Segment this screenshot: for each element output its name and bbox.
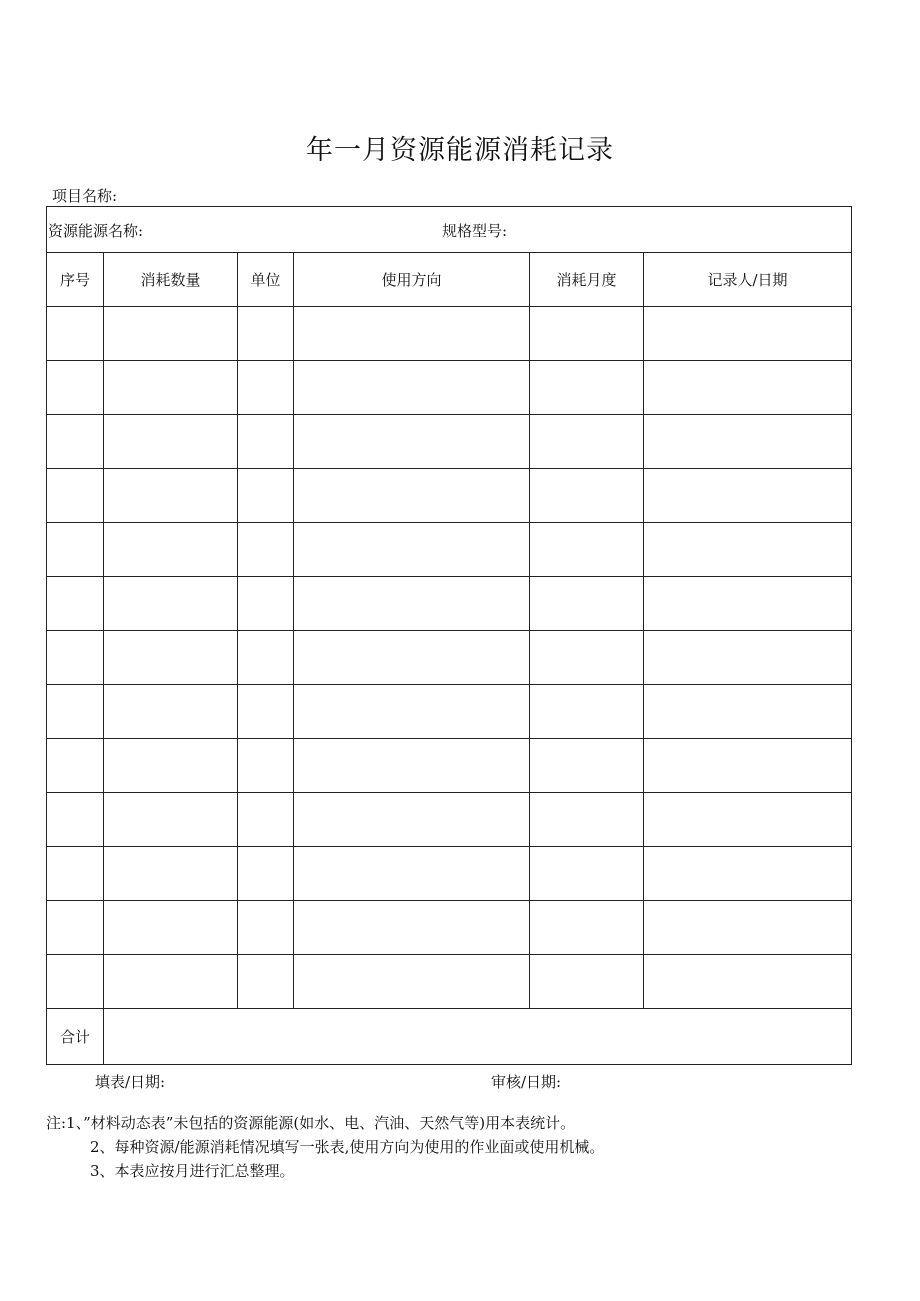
cell-quantity[interactable] (104, 739, 238, 793)
note-1: 注:1、”材料动态表”未包括的资源能源(如水、电、汽油、天然气等)用本表统计。 (46, 1114, 576, 1132)
cell-usage[interactable] (294, 685, 530, 739)
table-row (47, 739, 852, 793)
project-name-label: 项目名称: (52, 187, 118, 205)
cell-index[interactable] (47, 523, 104, 577)
cell-quantity[interactable] (104, 847, 238, 901)
spec-model-label: 规格型号: (442, 222, 508, 240)
review-date-label: 审核/日期: (491, 1073, 562, 1091)
cell-usage[interactable] (294, 631, 530, 685)
table-row (47, 523, 852, 577)
table-row (47, 793, 852, 847)
fill-date-label: 填表/日期: (95, 1073, 166, 1091)
cell-usage[interactable] (294, 955, 530, 1009)
cell-index[interactable] (47, 361, 104, 415)
cell-recorder-date[interactable] (644, 955, 852, 1009)
cell-month[interactable] (530, 739, 644, 793)
cell-quantity[interactable] (104, 577, 238, 631)
cell-recorder-date[interactable] (644, 577, 852, 631)
cell-month[interactable] (530, 901, 644, 955)
cell-usage[interactable] (294, 361, 530, 415)
table-row (47, 415, 852, 469)
col-header-index: 序号 (47, 253, 104, 307)
cell-usage[interactable] (294, 523, 530, 577)
cell-index[interactable] (47, 577, 104, 631)
cell-index[interactable] (47, 307, 104, 361)
cell-month[interactable] (530, 577, 644, 631)
cell-usage[interactable] (294, 847, 530, 901)
cell-unit[interactable] (238, 901, 294, 955)
cell-unit[interactable] (238, 793, 294, 847)
cell-index[interactable] (47, 631, 104, 685)
cell-month[interactable] (530, 415, 644, 469)
table-row (47, 631, 852, 685)
total-row (47, 1009, 852, 1065)
cell-index[interactable] (47, 685, 104, 739)
cell-index[interactable] (47, 847, 104, 901)
cell-unit[interactable] (238, 739, 294, 793)
resource-name-label: 资源能源名称: (48, 222, 144, 240)
cell-unit[interactable] (238, 577, 294, 631)
cell-unit[interactable] (238, 307, 294, 361)
cell-index[interactable] (47, 955, 104, 1009)
cell-month[interactable] (530, 793, 644, 847)
cell-usage[interactable] (294, 577, 530, 631)
consumption-table (46, 206, 852, 1065)
col-header-unit: 单位 (238, 253, 294, 307)
cell-unit[interactable] (238, 955, 294, 1009)
col-header-recorder-date: 记录人/日期 (644, 253, 852, 307)
cell-unit[interactable] (238, 523, 294, 577)
cell-usage[interactable] (294, 793, 530, 847)
cell-index[interactable] (47, 739, 104, 793)
cell-index[interactable] (47, 469, 104, 523)
cell-quantity[interactable] (104, 631, 238, 685)
cell-usage[interactable] (294, 469, 530, 523)
cell-usage[interactable] (294, 307, 530, 361)
form-title: 年一月资源能源消耗记录 (306, 135, 614, 166)
table-row (47, 307, 852, 361)
cell-unit[interactable] (238, 361, 294, 415)
table-row (47, 955, 852, 1009)
cell-usage[interactable] (294, 415, 530, 469)
cell-recorder-date[interactable] (644, 739, 852, 793)
notes (46, 1111, 604, 1183)
cell-usage[interactable] (294, 739, 530, 793)
note-3: 3、本表应按月进行汇总整理。 (90, 1162, 295, 1180)
cell-month[interactable] (530, 685, 644, 739)
cell-recorder-date[interactable] (644, 685, 852, 739)
cell-month[interactable] (530, 523, 644, 577)
col-header-quantity: 消耗数量 (104, 253, 238, 307)
cell-unit[interactable] (238, 631, 294, 685)
cell-recorder-date[interactable] (644, 469, 852, 523)
cell-quantity[interactable] (104, 685, 238, 739)
cell-recorder-date[interactable] (644, 415, 852, 469)
cell-month[interactable] (530, 469, 644, 523)
cell-quantity[interactable] (104, 793, 238, 847)
cell-quantity[interactable] (104, 523, 238, 577)
cell-quantity[interactable] (104, 307, 238, 361)
cell-index[interactable] (47, 901, 104, 955)
table-row (47, 901, 852, 955)
cell-recorder-date[interactable] (644, 631, 852, 685)
meta-row (47, 207, 852, 253)
col-header-month: 消耗月度 (530, 253, 644, 307)
cell-quantity[interactable] (104, 469, 238, 523)
cell-month[interactable] (530, 847, 644, 901)
cell-recorder-date[interactable] (644, 523, 852, 577)
table-row (47, 685, 852, 739)
header-row (47, 253, 852, 307)
cell-recorder-date[interactable] (644, 361, 852, 415)
col-header-usage: 使用方向 (294, 253, 530, 307)
total-value-cell[interactable] (104, 1009, 852, 1065)
cell-month[interactable] (530, 955, 644, 1009)
cell-month[interactable] (530, 307, 644, 361)
cell-quantity[interactable] (104, 361, 238, 415)
cell-unit[interactable] (238, 469, 294, 523)
cell-recorder-date[interactable] (644, 847, 852, 901)
cell-index[interactable] (47, 415, 104, 469)
table-row (47, 469, 852, 523)
cell-unit[interactable] (238, 415, 294, 469)
total-label: 合计 (47, 1009, 104, 1065)
cell-unit[interactable] (238, 685, 294, 739)
cell-recorder-date[interactable] (644, 307, 852, 361)
cell-usage[interactable] (294, 901, 530, 955)
cell-recorder-date[interactable] (644, 901, 852, 955)
table-row (47, 847, 852, 901)
note-2: 2、每种资源/能源消耗情况填写一张表,使用方向为使用的作业面或使用机械。 (90, 1138, 605, 1156)
cell-month[interactable] (530, 361, 644, 415)
cell-quantity[interactable] (104, 415, 238, 469)
table-row (47, 577, 852, 631)
cell-index[interactable] (47, 793, 104, 847)
cell-quantity[interactable] (104, 901, 238, 955)
cell-recorder-date[interactable] (644, 793, 852, 847)
table-row (47, 361, 852, 415)
cell-unit[interactable] (238, 847, 294, 901)
meta-cell[interactable] (47, 207, 852, 253)
cell-month[interactable] (530, 631, 644, 685)
cell-quantity[interactable] (104, 955, 238, 1009)
